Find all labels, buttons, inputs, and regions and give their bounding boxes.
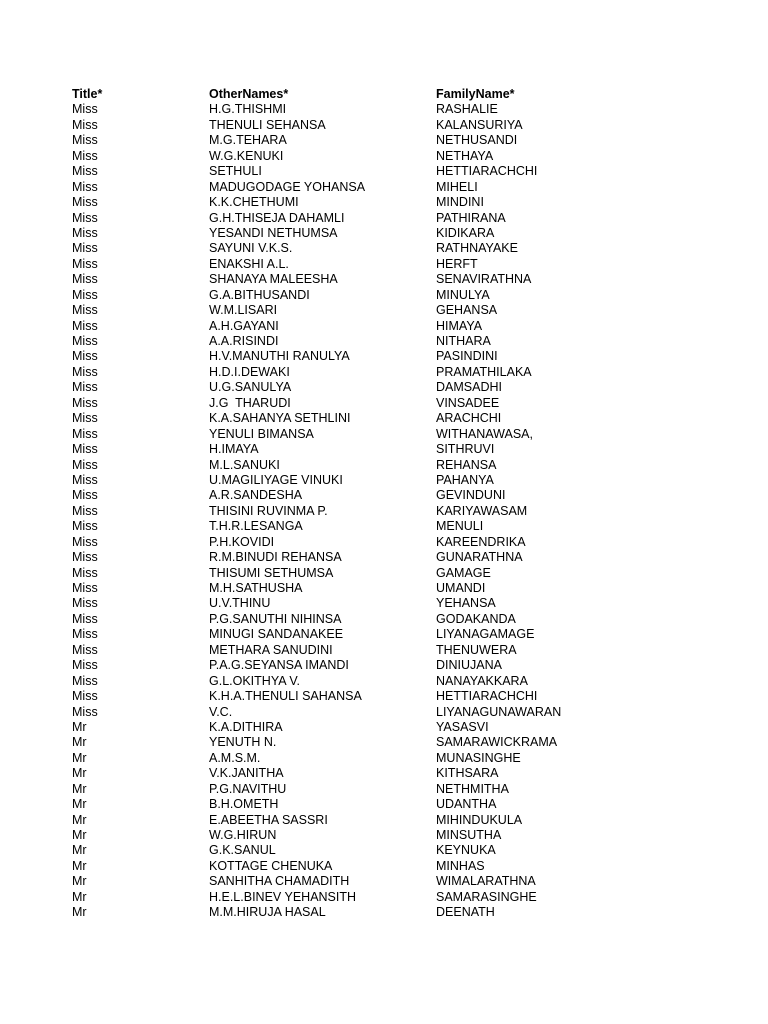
other-names-cell: J.G THARUDI xyxy=(209,395,291,410)
other-names-cell: M.L.SANUKI xyxy=(209,457,280,472)
title-cell: Mr xyxy=(72,781,87,796)
other-names-cell: W.G.KENUKI xyxy=(209,148,284,163)
family-name-cell: GUNARATHNA xyxy=(436,550,523,565)
family-name-cell: UMANDI xyxy=(436,581,486,595)
title-cell: Miss xyxy=(72,704,98,719)
other-names-cell: K.H.A.THENULI SAHANSA xyxy=(209,689,362,704)
title-cell: Miss xyxy=(72,133,98,148)
title-cell: Mr xyxy=(72,797,87,812)
table-row xyxy=(72,102,712,117)
title-cell: Miss xyxy=(72,642,98,657)
other-names-cell: M.G.TEHARA xyxy=(209,133,287,148)
title-cell: Miss xyxy=(72,210,98,225)
title-cell: Mr xyxy=(72,735,87,750)
other-names-cell: V.C. xyxy=(209,704,233,719)
header-other-names: OtherNames* xyxy=(209,87,289,101)
name-list-table xyxy=(72,87,712,921)
family-name-cell: MINDINI xyxy=(436,195,484,210)
table-row xyxy=(72,658,712,673)
title-cell: Miss xyxy=(72,272,98,287)
family-name-cell: SAMARAWICKRAMA xyxy=(436,735,558,750)
title-cell: Miss xyxy=(72,611,98,626)
table-row xyxy=(72,488,712,503)
title-cell: Miss xyxy=(72,179,98,194)
title-cell: Mr xyxy=(72,766,87,781)
table-row xyxy=(72,566,712,581)
other-names-cell: P.G.SANUTHI NIHINSA xyxy=(209,611,342,626)
table-row xyxy=(72,473,712,488)
family-name-cell: MINHAS xyxy=(436,858,485,873)
other-names-cell: V.K.JANITHA xyxy=(209,766,284,781)
table-row xyxy=(72,319,712,334)
family-name-cell: HIMAYA xyxy=(436,318,483,333)
family-name-cell: RATHNAYAKE xyxy=(436,241,518,256)
other-names-cell: YENUTH N. xyxy=(209,735,277,750)
family-name-cell: KALANSURIYA xyxy=(436,117,523,132)
other-names-cell: K.K.CHETHUMI xyxy=(209,195,299,210)
table-row xyxy=(72,720,712,735)
other-names-cell: A.A.RISINDI xyxy=(209,334,279,348)
other-names-cell: P.H.KOVIDI xyxy=(209,534,275,549)
family-name-cell: GAMAGE xyxy=(436,565,491,580)
title-cell: Miss xyxy=(72,472,98,487)
family-name-cell: LIYANAGUNAWARAN xyxy=(436,704,562,719)
title-cell: Miss xyxy=(72,318,98,333)
title-cell: Miss xyxy=(72,334,98,348)
title-cell: Miss xyxy=(72,195,98,210)
family-name-cell: NITHARA xyxy=(436,334,491,348)
other-names-cell: W.M.LISARI xyxy=(209,303,278,318)
other-names-cell: M.M.HIRUJA HASAL xyxy=(209,905,326,920)
table-row xyxy=(72,813,712,828)
title-cell: Miss xyxy=(72,102,98,117)
title-cell: Miss xyxy=(72,411,98,426)
family-name-cell: RASHALIE xyxy=(436,102,498,117)
other-names-cell: G.H.THISEJA DAHAMLI xyxy=(209,210,345,225)
family-name-cell: SAMARASINGHE xyxy=(436,889,537,904)
other-names-cell: SETHULI xyxy=(209,164,262,179)
title-cell: Miss xyxy=(72,488,98,503)
title-cell: Miss xyxy=(72,550,98,565)
table-row xyxy=(72,257,712,272)
title-cell: Mr xyxy=(72,874,87,889)
table-row xyxy=(72,365,712,380)
other-names-cell: B.H.OMETH xyxy=(209,797,279,812)
table-header-row xyxy=(72,87,712,102)
title-cell: Miss xyxy=(72,457,98,472)
family-name-cell: YEHANSA xyxy=(436,596,496,611)
title-cell: Miss xyxy=(72,241,98,256)
table-row xyxy=(72,643,712,658)
family-name-cell: DEENATH xyxy=(436,905,495,920)
table-row xyxy=(72,211,712,226)
other-names-cell: U.V.THINU xyxy=(209,596,271,611)
title-cell: Miss xyxy=(72,519,98,534)
other-names-cell: KOTTAGE CHENUKA xyxy=(209,858,333,873)
table-row xyxy=(72,766,712,781)
table-row xyxy=(72,195,712,210)
family-name-cell: GEHANSA xyxy=(436,303,498,318)
family-name-cell: UDANTHA xyxy=(436,797,497,812)
other-names-cell: SAYUNI V.K.S. xyxy=(209,241,293,256)
title-cell: Mr xyxy=(72,719,87,734)
table-row xyxy=(72,226,712,241)
other-names-cell: G.K.SANUL xyxy=(209,843,276,858)
family-name-cell: PAHANYA xyxy=(436,472,494,487)
other-names-cell: U.G.SANULYA xyxy=(209,380,292,395)
family-name-cell: WITHANAWASA, xyxy=(436,426,533,441)
table-row xyxy=(72,535,712,550)
other-names-cell: MINUGI SANDANAKEE xyxy=(209,627,344,642)
family-name-cell: MIHELI xyxy=(436,179,478,194)
other-names-cell: G.A.BITHUSANDI xyxy=(209,287,310,302)
title-cell: Miss xyxy=(72,303,98,318)
family-name-cell: NETHAYA xyxy=(436,148,494,163)
title-cell: Miss xyxy=(72,117,98,132)
family-name-cell: HETTIARACHCHI xyxy=(436,689,538,704)
table-row xyxy=(72,133,712,148)
other-names-cell: A.M.S.M. xyxy=(209,750,261,765)
table-row xyxy=(72,411,712,426)
other-names-cell: ENAKSHI A.L. xyxy=(209,256,289,271)
other-names-cell: K.A.DITHIRA xyxy=(209,719,283,734)
title-cell: Miss xyxy=(72,225,98,240)
other-names-cell: K.A.SAHANYA SETHLINI xyxy=(209,411,351,426)
family-name-cell: MINSUTHA xyxy=(436,828,502,842)
table-row xyxy=(72,735,712,750)
table-row xyxy=(72,797,712,812)
family-name-cell: KIDIKARA xyxy=(436,225,495,240)
table-row xyxy=(72,751,712,766)
other-names-cell: P.A.G.SEYANSA IMANDI xyxy=(209,658,349,673)
title-cell: Miss xyxy=(72,380,98,395)
table-row xyxy=(72,859,712,874)
other-names-cell: T.H.R.LESANGA xyxy=(209,519,303,534)
family-name-cell: NANAYAKKARA xyxy=(436,673,528,688)
family-name-cell: NETHUSANDI xyxy=(436,133,518,148)
family-name-cell: DINIUJANA xyxy=(436,658,502,673)
family-name-cell: KAREENDRIKA xyxy=(436,534,526,549)
table-row xyxy=(72,596,712,611)
family-name-cell: GEVINDUNI xyxy=(436,488,506,503)
table-row xyxy=(72,828,712,843)
title-cell: Miss xyxy=(72,627,98,642)
family-name-cell: MIHINDUKULA xyxy=(436,812,523,827)
other-names-cell: H.V.MANUTHI RANULYA xyxy=(209,349,350,364)
family-name-cell: MINULYA xyxy=(436,287,490,302)
other-names-cell: W.G.HIRUN xyxy=(209,828,277,842)
title-cell: Miss xyxy=(72,534,98,549)
other-names-cell: H.IMAYA xyxy=(209,442,259,457)
family-name-cell: KITHSARA xyxy=(436,766,499,781)
title-cell: Miss xyxy=(72,256,98,271)
title-cell: Miss xyxy=(72,426,98,441)
family-name-cell: SENAVIRATHNA xyxy=(436,272,532,287)
table-row xyxy=(72,272,712,287)
title-cell: Miss xyxy=(72,442,98,457)
family-name-cell: PRAMATHILAKA xyxy=(436,364,532,379)
title-cell: Mr xyxy=(72,905,87,920)
title-cell: Miss xyxy=(72,349,98,364)
family-name-cell: YASASVI xyxy=(436,719,489,734)
other-names-cell: THISUMI SETHUMSA xyxy=(209,565,334,580)
title-cell: Miss xyxy=(72,596,98,611)
family-name-cell: ARACHCHI xyxy=(436,411,502,426)
family-name-cell: HERFT xyxy=(436,256,478,271)
other-names-cell: H.D.I.DEWAKI xyxy=(209,364,290,379)
table-row xyxy=(72,782,712,797)
title-cell: Miss xyxy=(72,689,98,704)
family-name-cell: GODAKANDA xyxy=(436,611,516,626)
table-row xyxy=(72,689,712,704)
family-name-cell: SITHRUVI xyxy=(436,442,495,457)
table-row xyxy=(72,303,712,318)
other-names-cell: SHANAYA MALEESHA xyxy=(209,272,338,287)
title-cell: Miss xyxy=(72,395,98,410)
other-names-cell: G.L.OKITHYA V. xyxy=(209,673,301,688)
other-names-cell: H.E.L.BINEV YEHANSITH xyxy=(209,889,357,904)
title-cell: Miss xyxy=(72,148,98,163)
table-row xyxy=(72,427,712,442)
table-row xyxy=(72,334,712,349)
family-name-cell: PATHIRANA xyxy=(436,210,506,225)
other-names-cell: THISINI RUVINMA P. xyxy=(209,503,328,518)
title-cell: Miss xyxy=(72,581,98,595)
family-name-cell: REHANSA xyxy=(436,457,497,472)
other-names-cell: YENULI BIMANSA xyxy=(209,426,314,441)
title-cell: Miss xyxy=(72,673,98,688)
family-name-cell: WIMALARATHNA xyxy=(436,874,536,889)
table-row xyxy=(72,874,712,889)
other-names-cell: E.ABEETHA SASSRI xyxy=(209,812,328,827)
table-row xyxy=(72,674,712,689)
title-cell: Miss xyxy=(72,565,98,580)
table-row xyxy=(72,905,712,920)
table-row xyxy=(72,890,712,905)
title-cell: Miss xyxy=(72,658,98,673)
table-row xyxy=(72,118,712,133)
table-row xyxy=(72,581,712,596)
family-name-cell: PASINDINI xyxy=(436,349,498,364)
other-names-cell: METHARA SANUDINI xyxy=(209,642,333,657)
other-names-cell: M.H.SATHUSHA xyxy=(209,581,303,595)
family-name-cell: LIYANAGAMAGE xyxy=(436,627,535,642)
family-name-cell: DAMSADHI xyxy=(436,380,502,395)
title-cell: Miss xyxy=(72,364,98,379)
other-names-cell: YESANDI NETHUMSA xyxy=(209,225,338,240)
table-row xyxy=(72,843,712,858)
table-row xyxy=(72,705,712,720)
family-name-cell: MENULI xyxy=(436,519,484,534)
title-cell: Mr xyxy=(72,828,87,842)
table-row xyxy=(72,550,712,565)
table-row xyxy=(72,349,712,364)
family-name-cell: MUNASINGHE xyxy=(436,750,521,765)
table-row xyxy=(72,519,712,534)
title-cell: Mr xyxy=(72,750,87,765)
table-row xyxy=(72,504,712,519)
table-row xyxy=(72,241,712,256)
table-row xyxy=(72,627,712,642)
other-names-cell: A.H.GAYANI xyxy=(209,318,279,333)
title-cell: Mr xyxy=(72,889,87,904)
family-name-cell: HETTIARACHCHI xyxy=(436,164,538,179)
family-name-cell: THENUWERA xyxy=(436,642,517,657)
family-name-cell: NETHMITHA xyxy=(436,781,509,796)
other-names-cell: THENULI SEHANSA xyxy=(209,117,326,132)
table-row xyxy=(72,458,712,473)
table-row xyxy=(72,149,712,164)
table-row xyxy=(72,180,712,195)
title-cell: Miss xyxy=(72,164,98,179)
table-row xyxy=(72,442,712,457)
other-names-cell: P.G.NAVITHU xyxy=(209,781,287,796)
title-cell: Miss xyxy=(72,503,98,518)
other-names-cell: SANHITHA CHAMADITH xyxy=(209,874,350,889)
table-row xyxy=(72,164,712,179)
table-row xyxy=(72,612,712,627)
family-name-cell: VINSADEE xyxy=(436,395,500,410)
family-name-cell: KEYNUKA xyxy=(436,843,496,858)
other-names-cell: MADUGODAGE YOHANSA xyxy=(209,179,366,194)
family-name-cell: KARIYAWASAM xyxy=(436,503,528,518)
title-cell: Miss xyxy=(72,287,98,302)
title-cell: Mr xyxy=(72,858,87,873)
other-names-cell: H.G.THISHMI xyxy=(209,102,287,117)
table-row xyxy=(72,288,712,303)
header-title: Title* xyxy=(72,87,103,101)
title-cell: Mr xyxy=(72,812,87,827)
title-cell: Mr xyxy=(72,843,87,858)
other-names-cell: R.M.BINUDI REHANSA xyxy=(209,550,342,565)
table-row xyxy=(72,396,712,411)
other-names-cell: U.MAGILIYAGE VINUKI xyxy=(209,472,343,487)
table-body xyxy=(72,102,712,920)
table-row xyxy=(72,380,712,395)
other-names-cell: A.R.SANDESHA xyxy=(209,488,303,503)
header-family-name: FamilyName* xyxy=(436,87,515,101)
